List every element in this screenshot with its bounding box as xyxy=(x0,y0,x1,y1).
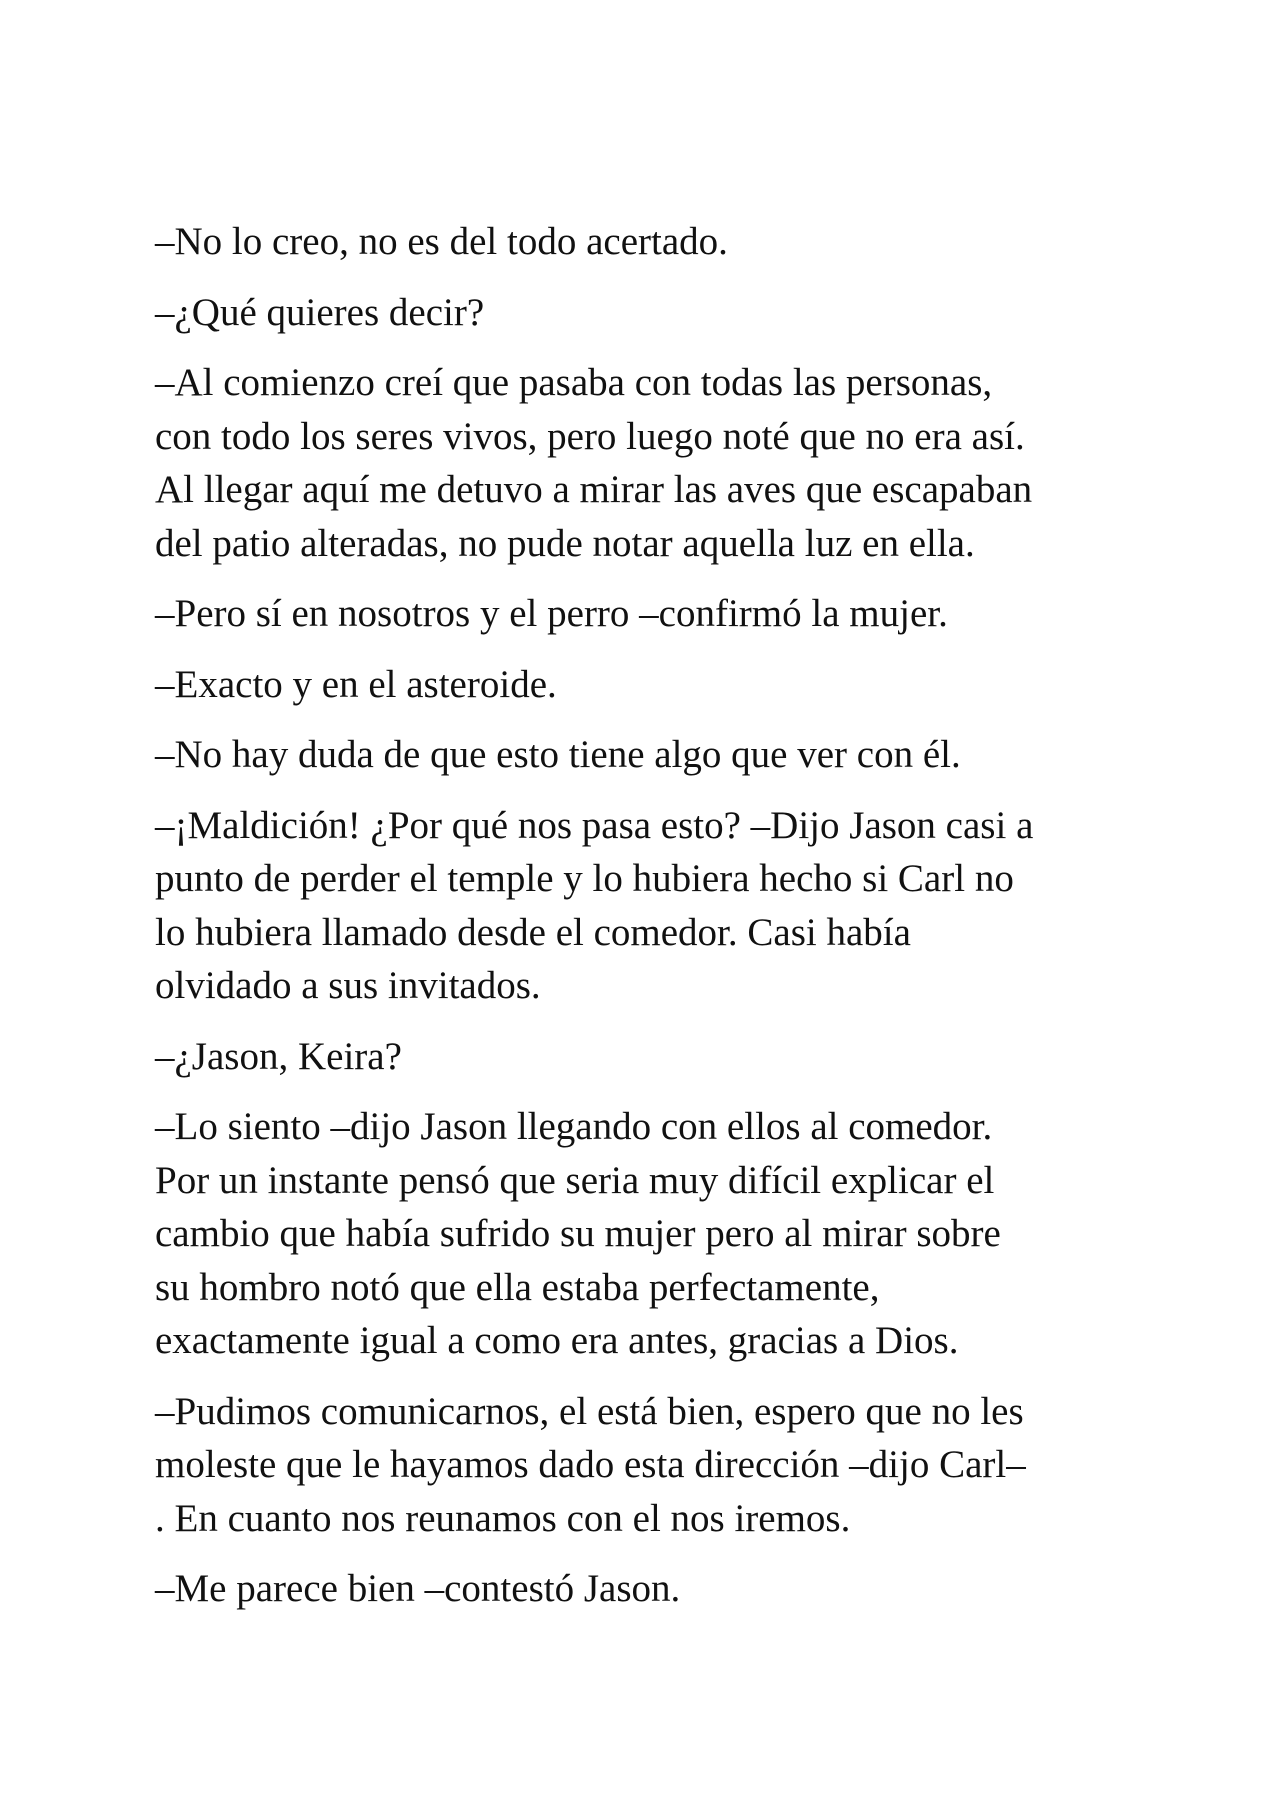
paragraph: –No lo creo, no es del todo acertado. xyxy=(155,220,728,263)
paragraph: –Me parece bien –contestó Jason. xyxy=(155,1567,681,1610)
paragraph: –¿Qué quieres decir? xyxy=(155,290,485,334)
paragraph: –Pero sí en nosotros y el perro –confirmó la mujer. xyxy=(155,592,948,635)
paragraph: –Exacto y en el asteroide. xyxy=(155,662,557,706)
paragraph: –No hay duda de que esto tiene algo que ver con él. xyxy=(155,733,961,776)
paragraph: –¡Maldición! ¿Por qué nos pasa esto? –Dijo Jason casi a punto de perder el temple y lo hubiera hecho si Carl no lo hubiera llamado desde el comedor. Casi había olvidado a sus invitados. xyxy=(155,803,1034,1007)
paragraph: –Lo siento –dijo Jason llegando con ellos al comedor. Por un instante pensó que seria muy difícil explicar el cambio que había sufrido su mujer pero al mirar sobre su hombro notó que ella estaba perfectamente, exactamente igual a como era antes, gracias a Dios. xyxy=(155,1105,1001,1362)
paragraph: –¿Jason, Keira? xyxy=(155,1034,402,1078)
paragraph: –Al comienzo creí que pasaba con todas las personas, con todo los seres vivos, pero luego noté que no era así. Al llegar aquí me detuvo a mirar las aves que escapaban del patio alteradas, no pude notar aquella luz en ella. xyxy=(155,361,1033,565)
paragraph: –Pudimos comunicarnos, el está bien, espero que no les moleste que le hayamos dado esta dirección –dijo Carl– . En cuanto nos reunamos con el nos iremos. xyxy=(155,1389,1026,1540)
body-text xyxy=(155,215,1135,1633)
